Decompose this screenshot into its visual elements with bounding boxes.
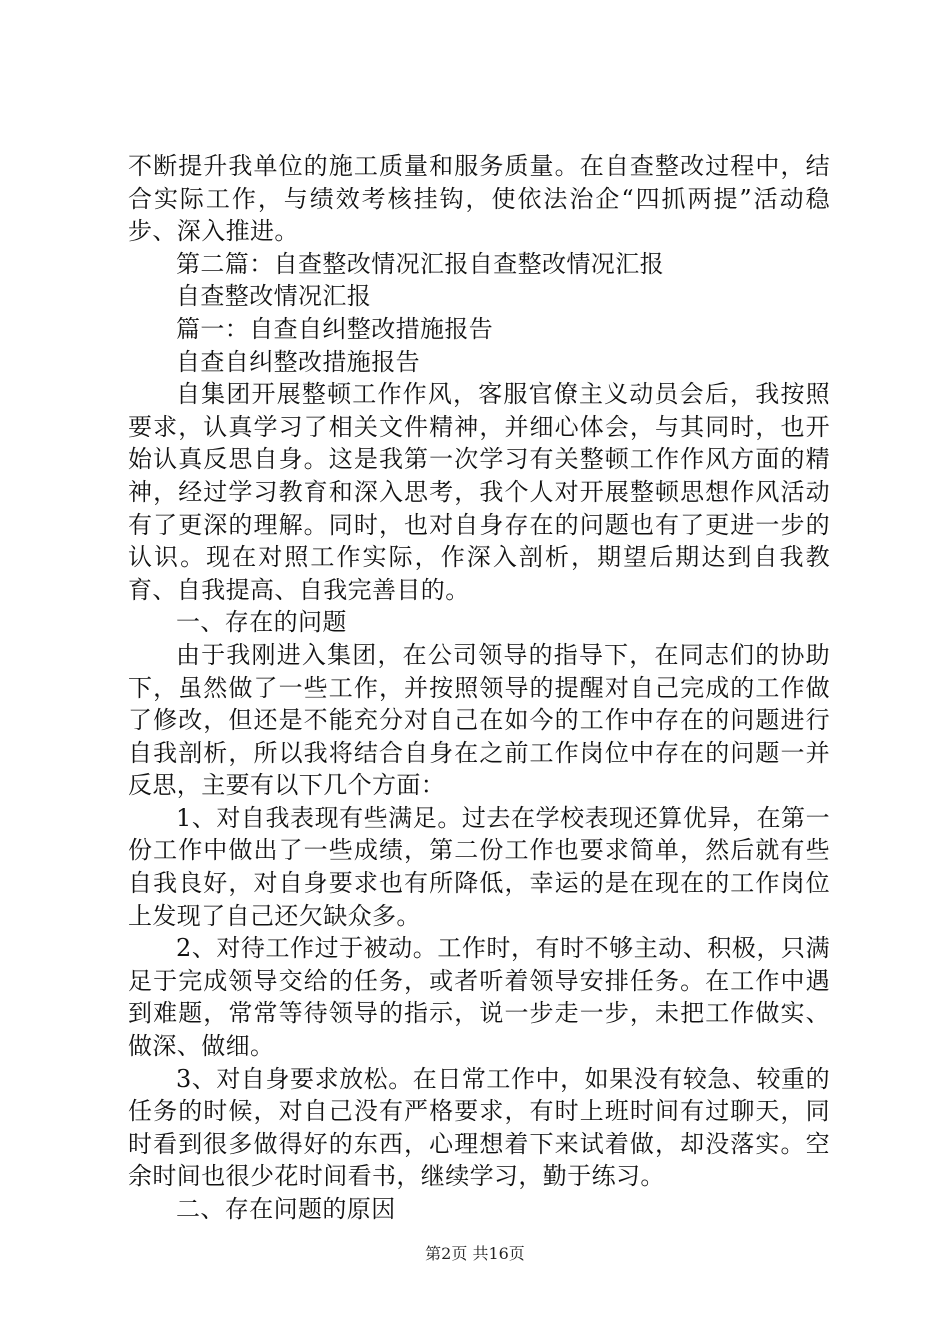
section-heading: 第二篇：自查整改情况汇报自查整改情况汇报 — [176, 249, 664, 278]
section-heading: 自查自纠整改措施报告 — [176, 347, 420, 376]
list-item: 2、对待工作过于被动。工作时，有时不够主动、积极，只满足于完成领导交给的任务，或者听着领导安排任务。在工作中遇到难题，常常等待领导的指示，说一步走一步，未把工作做实、做深、做细。 — [128, 934, 830, 1061]
list-item: 1、对自我表现有些满足。过去在学校表现还算优异，在第一份工作中做出了一些成绩，第二份工作也要求简单，然后就有些自我良好，对自身要求也有所降低，幸运的是在现在的工作岗位上发现了自己还欠缺众多。 — [128, 803, 830, 930]
section-heading: 一、存在的问题 — [176, 608, 347, 637]
section-heading: 篇一：自查自纠整改措施报告 — [176, 314, 494, 343]
paragraph: 不断提升我单位的施工质量和服务质量。在自查整改过程中，结合实际工作，与绩效考核挂钩，使依法治企“四抓两提”活动稳步、深入推进。 — [128, 152, 830, 246]
document-body — [128, 150, 830, 1226]
page-number-footer: 第2页 共16页 — [425, 1244, 525, 1263]
list-item: 3、对自身要求放松。在日常工作中，如果没有较急、较重的任务的时候，对自己没有严格要求，有时上班时间有过聊天，同时看到很多做得好的东西，心理想着下来试着做，却没落实。空余时间也很少花时间看书，继续学习，勤于练习。 — [128, 1064, 830, 1191]
paragraph: 由于我刚进入集团，在公司领导的指导下，在同志们的协助下，虽然做了一些工作，并按照领导的提醒对自己完成的工作做了修改，但还是不能充分对自己在如今的工作中存在的问题进行自我剖析，所以我将结合自身在之前工作岗位中存在的问题一并反思，主要有以下几个方面： — [128, 640, 830, 800]
section-heading: 自查整改情况汇报 — [176, 282, 372, 311]
section-heading: 二、存在问题的原因 — [176, 1195, 396, 1223]
paragraph: 自集团开展整顿工作作风，客服官僚主义动员会后，我按照要求，认真学习了相关文件精神，并细心体会，与其同时，也开始认真反思自身。这是我第一次学习有关整顿工作作风方面的精神，经过学习教育和深入思考，我个人对开展整顿思想作风活动有了更深的理解。同时，也对自身存在的问题也有了更进一步的认识。现在对照工作实际，作深入剖析，期望后期达到自我教育、自我提高、自我完善目的。 — [128, 380, 830, 604]
